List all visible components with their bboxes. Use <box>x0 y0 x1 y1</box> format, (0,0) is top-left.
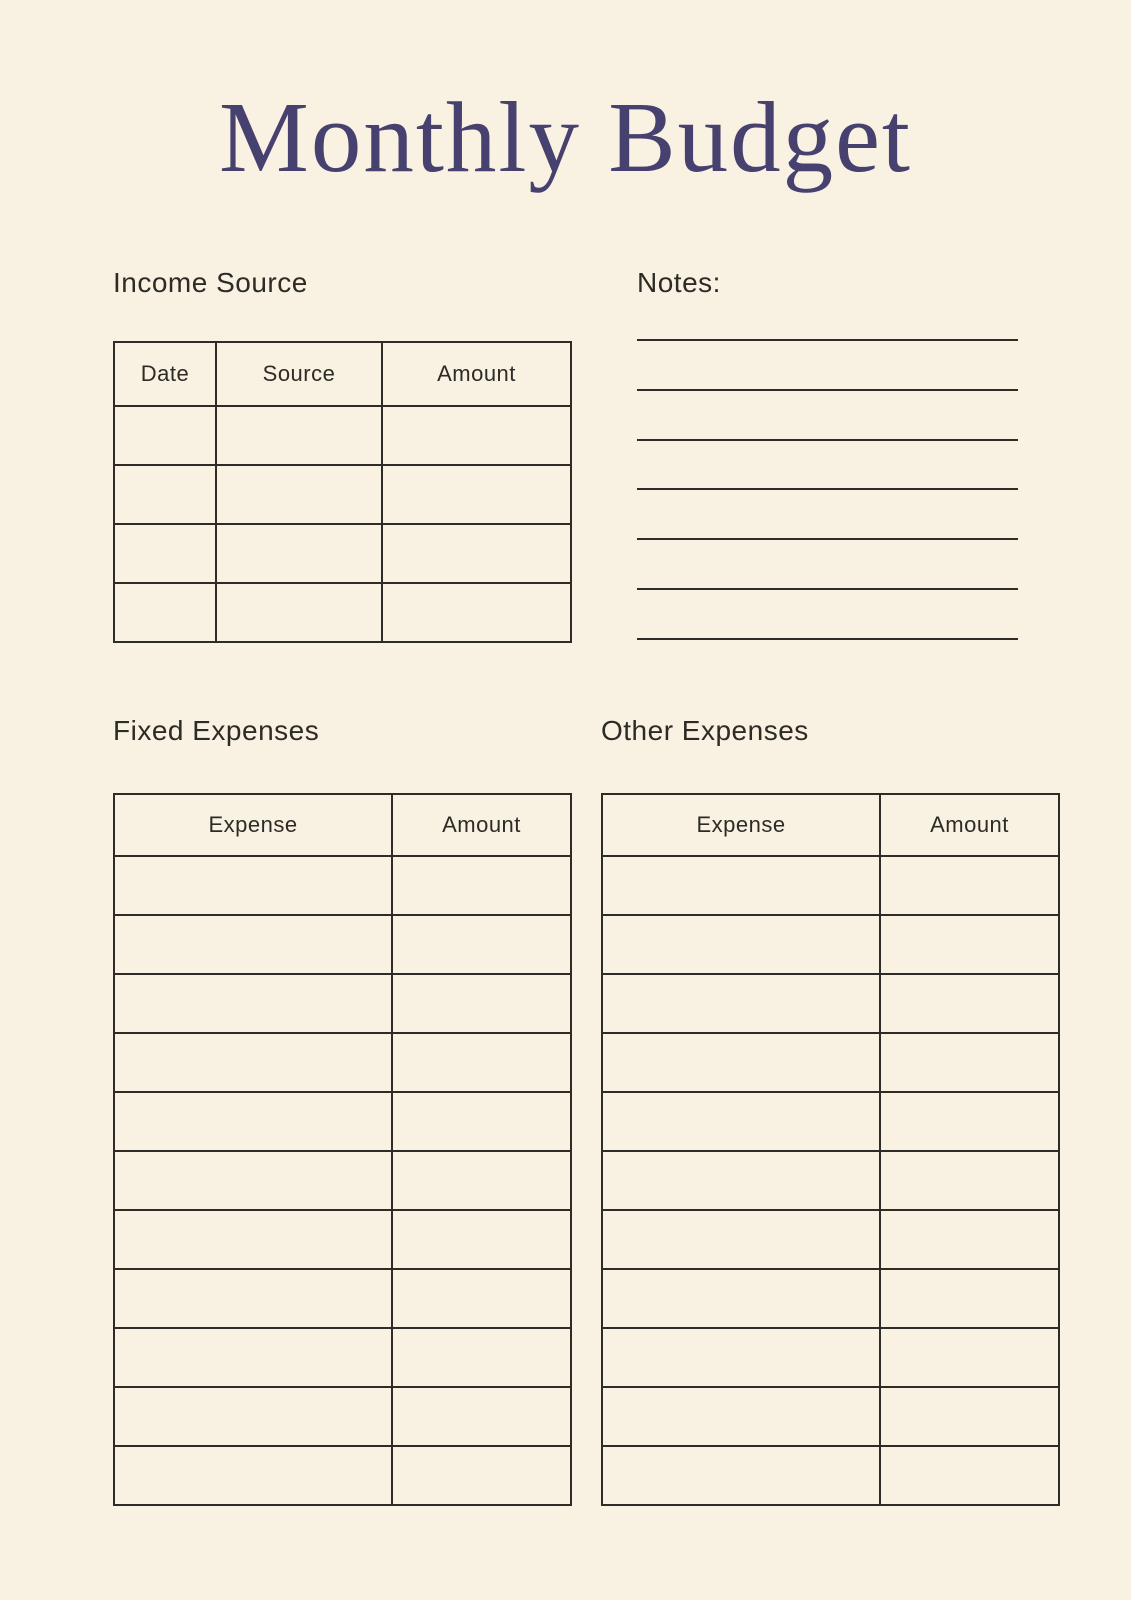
fixed-expenses-header-row <box>114 794 571 856</box>
empty-table-row <box>602 974 1059 1033</box>
empty-fill-in-cell[interactable] <box>880 1328 1059 1387</box>
empty-fill-in-cell[interactable] <box>392 1269 571 1328</box>
other-expenses-table <box>601 793 1060 1506</box>
empty-fill-in-cell[interactable] <box>880 915 1059 974</box>
fixed-expenses-table-body <box>114 856 571 1505</box>
empty-fill-in-cell[interactable] <box>392 1092 571 1151</box>
empty-table-row <box>114 1210 571 1269</box>
empty-fill-in-cell[interactable] <box>114 1387 392 1446</box>
empty-fill-in-cell[interactable] <box>602 915 880 974</box>
empty-fill-in-cell[interactable] <box>602 1269 880 1328</box>
empty-table-row <box>602 1387 1059 1446</box>
income-source-heading: Income Source <box>113 267 308 298</box>
note-ruled-line[interactable] <box>637 389 1018 391</box>
empty-table-row <box>114 1446 571 1505</box>
empty-fill-in-cell[interactable] <box>602 1033 880 1092</box>
empty-table-row <box>114 856 571 915</box>
empty-fill-in-cell[interactable] <box>392 1151 571 1210</box>
empty-fill-in-cell[interactable] <box>114 1269 392 1328</box>
empty-fill-in-cell[interactable] <box>880 1092 1059 1151</box>
empty-table-row <box>114 1092 571 1151</box>
empty-table-row <box>602 1092 1059 1151</box>
empty-fill-in-cell[interactable] <box>114 1151 392 1210</box>
other-expenses-column-header-amount: Amount <box>880 794 1059 856</box>
empty-fill-in-cell[interactable] <box>392 1328 571 1387</box>
note-ruled-line[interactable] <box>637 488 1018 490</box>
empty-fill-in-cell[interactable] <box>880 1269 1059 1328</box>
empty-table-row <box>114 1269 571 1328</box>
empty-table-row <box>114 1328 571 1387</box>
empty-table-row <box>114 465 571 524</box>
empty-fill-in-cell[interactable] <box>114 974 392 1033</box>
income-source-table <box>113 341 572 643</box>
empty-fill-in-cell[interactable] <box>392 856 571 915</box>
empty-table-row <box>602 856 1059 915</box>
empty-fill-in-cell[interactable] <box>392 915 571 974</box>
empty-fill-in-cell[interactable] <box>114 1033 392 1092</box>
note-ruled-line[interactable] <box>637 439 1018 441</box>
empty-fill-in-cell[interactable] <box>880 1033 1059 1092</box>
empty-fill-in-cell[interactable] <box>392 1387 571 1446</box>
empty-fill-in-cell[interactable] <box>602 1092 880 1151</box>
empty-fill-in-cell[interactable] <box>602 1328 880 1387</box>
notes-ruled-lines <box>637 339 1018 643</box>
empty-table-row <box>602 1269 1059 1328</box>
empty-table-row <box>114 1387 571 1446</box>
empty-table-row <box>114 1033 571 1092</box>
other-expenses-column-header-expense: Expense <box>602 794 880 856</box>
empty-fill-in-cell[interactable] <box>880 1387 1059 1446</box>
empty-fill-in-cell[interactable] <box>602 856 880 915</box>
other-expenses-table-body <box>602 856 1059 1505</box>
empty-table-row <box>114 524 571 583</box>
empty-fill-in-cell[interactable] <box>114 465 216 524</box>
empty-fill-in-cell[interactable] <box>114 1446 392 1505</box>
empty-fill-in-cell[interactable] <box>880 974 1059 1033</box>
empty-fill-in-cell[interactable] <box>382 524 571 583</box>
empty-table-row <box>602 1446 1059 1505</box>
empty-fill-in-cell[interactable] <box>392 1210 571 1269</box>
empty-fill-in-cell[interactable] <box>382 583 571 642</box>
empty-fill-in-cell[interactable] <box>392 974 571 1033</box>
empty-fill-in-cell[interactable] <box>880 1151 1059 1210</box>
empty-fill-in-cell[interactable] <box>880 856 1059 915</box>
empty-fill-in-cell[interactable] <box>216 583 382 642</box>
empty-table-row <box>602 1151 1059 1210</box>
empty-fill-in-cell[interactable] <box>216 406 382 465</box>
note-ruled-line[interactable] <box>637 588 1018 590</box>
empty-fill-in-cell[interactable] <box>382 465 571 524</box>
empty-table-row <box>114 915 571 974</box>
empty-fill-in-cell[interactable] <box>392 1446 571 1505</box>
empty-fill-in-cell[interactable] <box>216 465 382 524</box>
empty-fill-in-cell[interactable] <box>880 1210 1059 1269</box>
empty-fill-in-cell[interactable] <box>114 1328 392 1387</box>
other-expenses-header-row <box>602 794 1059 856</box>
empty-table-row <box>114 974 571 1033</box>
note-ruled-line[interactable] <box>637 538 1018 540</box>
empty-table-row <box>114 406 571 465</box>
empty-table-row <box>602 1033 1059 1092</box>
notes-heading: Notes: <box>637 267 721 298</box>
empty-table-row <box>602 915 1059 974</box>
empty-fill-in-cell[interactable] <box>382 406 571 465</box>
other-expenses-heading: Other Expenses <box>601 715 809 746</box>
note-ruled-line[interactable] <box>637 339 1018 341</box>
empty-fill-in-cell[interactable] <box>114 856 392 915</box>
empty-fill-in-cell[interactable] <box>216 524 382 583</box>
empty-fill-in-cell[interactable] <box>880 1446 1059 1505</box>
income-column-header-date: Date <box>114 342 216 406</box>
empty-fill-in-cell[interactable] <box>114 406 216 465</box>
empty-fill-in-cell[interactable] <box>602 1446 880 1505</box>
note-ruled-line[interactable] <box>637 638 1018 640</box>
fixed-expenses-column-header-expense: Expense <box>114 794 392 856</box>
empty-table-row <box>114 1151 571 1210</box>
empty-table-row <box>114 583 571 642</box>
empty-fill-in-cell[interactable] <box>114 1210 392 1269</box>
empty-fill-in-cell[interactable] <box>114 915 392 974</box>
empty-fill-in-cell[interactable] <box>602 974 880 1033</box>
income-column-header-source: Source <box>216 342 382 406</box>
empty-fill-in-cell[interactable] <box>602 1151 880 1210</box>
empty-fill-in-cell[interactable] <box>114 1092 392 1151</box>
income-table-header-row <box>114 342 571 406</box>
empty-fill-in-cell[interactable] <box>114 583 216 642</box>
empty-table-row <box>602 1210 1059 1269</box>
empty-fill-in-cell[interactable] <box>114 524 216 583</box>
page-title: Monthly Budget <box>219 81 912 193</box>
empty-fill-in-cell[interactable] <box>602 1210 880 1269</box>
empty-fill-in-cell[interactable] <box>392 1033 571 1092</box>
empty-table-row <box>602 1328 1059 1387</box>
fixed-expenses-heading: Fixed Expenses <box>113 715 320 746</box>
empty-fill-in-cell[interactable] <box>602 1387 880 1446</box>
fixed-expenses-table <box>113 793 572 1506</box>
fixed-expenses-column-header-amount: Amount <box>392 794 571 856</box>
income-column-header-amount: Amount <box>382 342 571 406</box>
income-table-body <box>114 406 571 642</box>
